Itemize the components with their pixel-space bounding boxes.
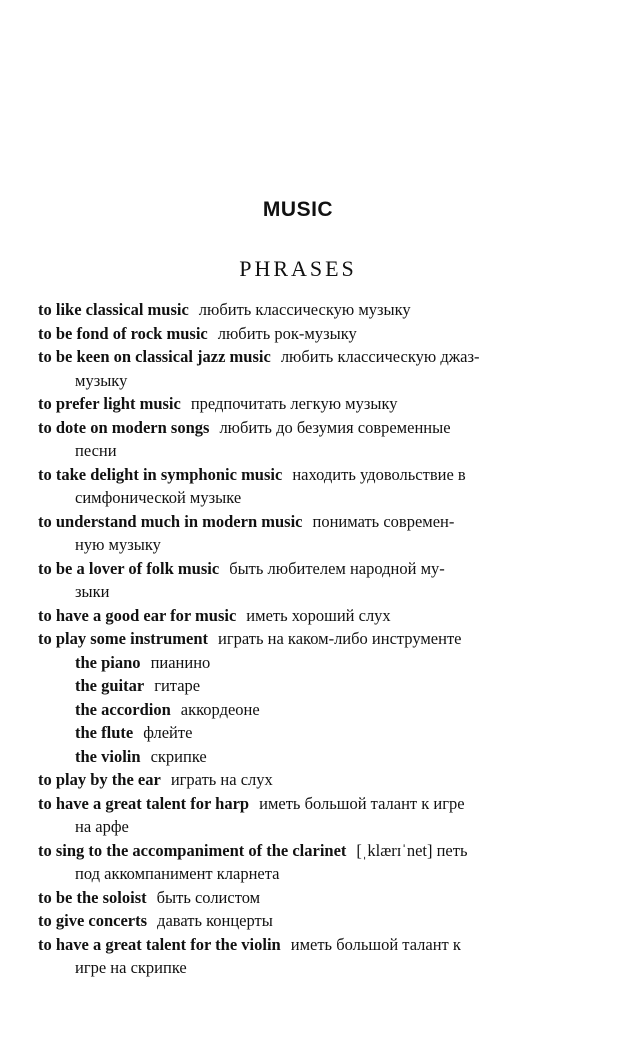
- phrase-russian: быть любителем народной му-: [229, 558, 445, 578]
- phrase-continuation: музыку: [75, 370, 128, 390]
- phrase-english: to be keen on classical jazz music: [38, 347, 271, 366]
- phrase-english: to take delight in symphonic music: [38, 464, 283, 484]
- phrase-entry: [38, 557, 558, 604]
- phrase-russian: любить классическую музыку: [198, 300, 411, 319]
- phrase-entry: [38, 768, 558, 792]
- phrase-entry: [38, 792, 558, 839]
- instrument-english: the flute: [75, 723, 134, 742]
- phrase-english: to be fond of rock music: [38, 323, 208, 343]
- instrument-entry: [38, 721, 558, 745]
- phrase-english: to understand much in modern music: [38, 511, 303, 531]
- phrase-entry: [38, 510, 558, 557]
- phrase-continuation: симфонической музыке: [75, 488, 242, 507]
- instrument-entry: [38, 698, 558, 722]
- phrase-english: to have a great talent for harp: [38, 793, 250, 813]
- instrument-entry: [38, 674, 558, 698]
- phrase-russian: любить классическую джаз-: [280, 347, 480, 366]
- section-title: MUSIC: [262, 198, 334, 221]
- phrase-entry: [38, 909, 558, 933]
- phrase-continuation: на арфе: [75, 817, 129, 836]
- phrase-english: to give concerts: [38, 911, 148, 930]
- phrase-list: [38, 298, 558, 980]
- instrument-russian: скрипке: [150, 746, 207, 766]
- phrase-russian: давать концерты: [157, 911, 273, 930]
- phrase-continuation: под аккомпанимент кларнета: [75, 864, 280, 883]
- phrase-russian: играть на каком-либо инструменте: [218, 629, 462, 648]
- instrument-entry: [38, 651, 558, 675]
- phrase-entry: [38, 345, 558, 392]
- phrase-entry: [38, 322, 558, 346]
- phrase-russian: любить до безумия современные: [219, 417, 451, 437]
- instrument-russian: пианино: [150, 652, 211, 672]
- phrase-continuation: песни: [75, 441, 117, 460]
- phrase-russian: понимать современ-: [312, 511, 455, 531]
- section-subtitle: PHRASES: [239, 256, 357, 281]
- instrument-english: the accordion: [75, 699, 171, 719]
- phrase-continuation: игре на скрипке: [75, 958, 187, 977]
- instrument-russian: аккордеоне: [180, 699, 260, 719]
- phrase-entry: [38, 298, 558, 322]
- phrase-english: to be the soloist: [38, 887, 147, 907]
- phrase-entry: [38, 604, 558, 628]
- phrase-continuation: ную музыку: [75, 535, 161, 554]
- phrase-entry: [38, 886, 558, 910]
- instrument-english: the violin: [75, 746, 141, 766]
- phrase-english: to play by the ear: [38, 770, 161, 789]
- instrument-english: the guitar: [75, 676, 145, 695]
- phrase-russian: быть солистом: [156, 887, 261, 907]
- phrase-russian: иметь большой талант к игре: [259, 793, 465, 813]
- phrase-russian: играть на слух: [170, 770, 273, 789]
- phrase-entry: [38, 392, 558, 416]
- phrase-russian: любить рок-музыку: [217, 323, 357, 343]
- phrase-english: to be a lover of folk music: [38, 558, 220, 578]
- instrument-entry: [38, 745, 558, 769]
- phrase-russian: [ˌklærɪˈnet] петь: [356, 840, 468, 860]
- phrase-entry: [38, 416, 558, 463]
- phrase-russian: находить удовольствие в: [292, 464, 466, 484]
- phrase-english: to dote on modern songs: [38, 417, 210, 437]
- instrument-english: the piano: [75, 652, 141, 672]
- phrase-continuation: зыки: [75, 582, 110, 601]
- phrase-english: to have a great talent for the violin: [38, 934, 281, 954]
- phrase-entry: [38, 627, 558, 651]
- phrase-english: to have a good ear for music: [38, 605, 237, 625]
- phrase-russian: предпочитать легкую музыку: [190, 394, 398, 413]
- phrase-english: to sing to the accompaniment of the clarinet: [38, 840, 347, 860]
- phrase-russian: иметь хороший слух: [246, 605, 391, 625]
- instrument-russian: флейте: [143, 723, 193, 742]
- phrase-entry: [38, 933, 558, 980]
- phrase-russian: иметь большой талант к: [290, 934, 461, 954]
- phrase-entry: [38, 839, 558, 886]
- phrase-entry: [38, 463, 558, 510]
- phrase-english: to like classical music: [38, 300, 189, 319]
- phrase-english: to prefer light music: [38, 394, 181, 413]
- phrase-english: to play some instrument: [38, 629, 209, 648]
- instrument-russian: гитаре: [154, 676, 201, 695]
